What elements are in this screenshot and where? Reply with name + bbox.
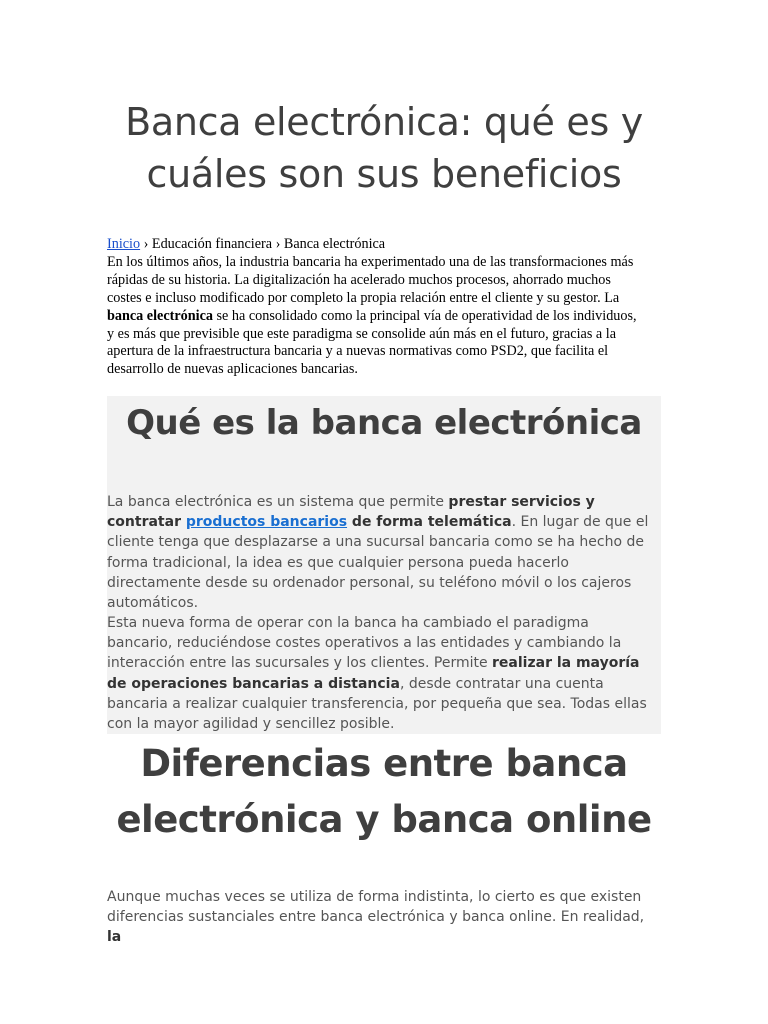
section-heading-differences: Diferencias entre banca electrónica y banca online xyxy=(116,742,652,841)
intro-paragraph xyxy=(107,254,647,379)
paragraph-bold-text: la xyxy=(107,929,122,946)
productos-bancarios-link[interactable]: productos bancarios xyxy=(185,514,348,531)
page-title: Banca electrónica: qué es y cuáles son sus beneficios xyxy=(125,100,643,196)
article-intro-block xyxy=(107,236,647,379)
paragraph-bold-text: prestar servicios y contratar xyxy=(107,494,595,531)
paragraph-text: Aunque muchas veces se utiliza de forma indistinta, lo cierto es que existen diferencias sustanciales entre banca electrónica y banca online. En realidad, xyxy=(107,889,645,926)
section-heading-what-is: Qué es la banca electrónica xyxy=(126,403,642,443)
section-what-is xyxy=(107,396,661,734)
what-is-paragraph-1 xyxy=(107,492,667,613)
breadcrumb-home-link[interactable]: Inicio xyxy=(107,236,141,252)
paragraph-text: , desde contratar una cuenta bancaria a realizar cualquier transferencia, por pequeña que sea. Todas ellas con la mayor agilidad y sencillez posible. xyxy=(107,675,647,733)
paragraph-text: . En lugar de que el cliente tenga que desplazarse a una sucursal bancaria como se ha hecho de forma tradicional, la idea es que cualquier persona pueda hacerlo directamente desde su ordenador personal, su teléfono móvil o los cajeros automáticos. xyxy=(107,514,649,612)
paragraph-text: Esta nueva forma de operar con la banca ha cambiado el paradigma bancario, reduciéndose costes operativos a las entidades y cambiando la interacción entre las sucursales y los clientes. Permite xyxy=(107,615,622,672)
breadcrumb xyxy=(107,236,647,254)
breadcrumb-separator: › xyxy=(140,236,152,252)
breadcrumb-separator: › xyxy=(272,236,284,252)
paragraph-bold-text: de forma telemática xyxy=(347,514,512,531)
differences-paragraph-1 xyxy=(107,887,647,948)
what-is-paragraph-2 xyxy=(107,613,657,734)
intro-text: se ha consolidado como la principal vía de operatividad de los individuos, y es más que previsible que este paradigma se consolide aún más en el futuro, gracias a la apertura de la infraestructura bancaria y a nuevas normativas como PSD2, que facilita el desarrollo de nuevas aplicaciones bancarias. xyxy=(107,307,637,378)
paragraph-text: La banca electrónica es un sistema que permite xyxy=(107,494,449,510)
paragraph-bold-text: realizar la mayoría de operaciones bancarias a distancia xyxy=(107,655,640,692)
breadcrumb-current: Banca electrónica xyxy=(283,236,386,252)
breadcrumb-section: Educación financiera xyxy=(151,236,273,252)
intro-bold-text: banca electrónica xyxy=(107,307,213,324)
intro-text: En los últimos años, la industria bancaria ha experimentado una de las transformaciones más rápidas de su historia. La digitalización ha acelerado muchos procesos, ahorrado muchos costes e incluso modificado por completo la propia relación entre el cliente y su gestor. La xyxy=(107,253,634,306)
